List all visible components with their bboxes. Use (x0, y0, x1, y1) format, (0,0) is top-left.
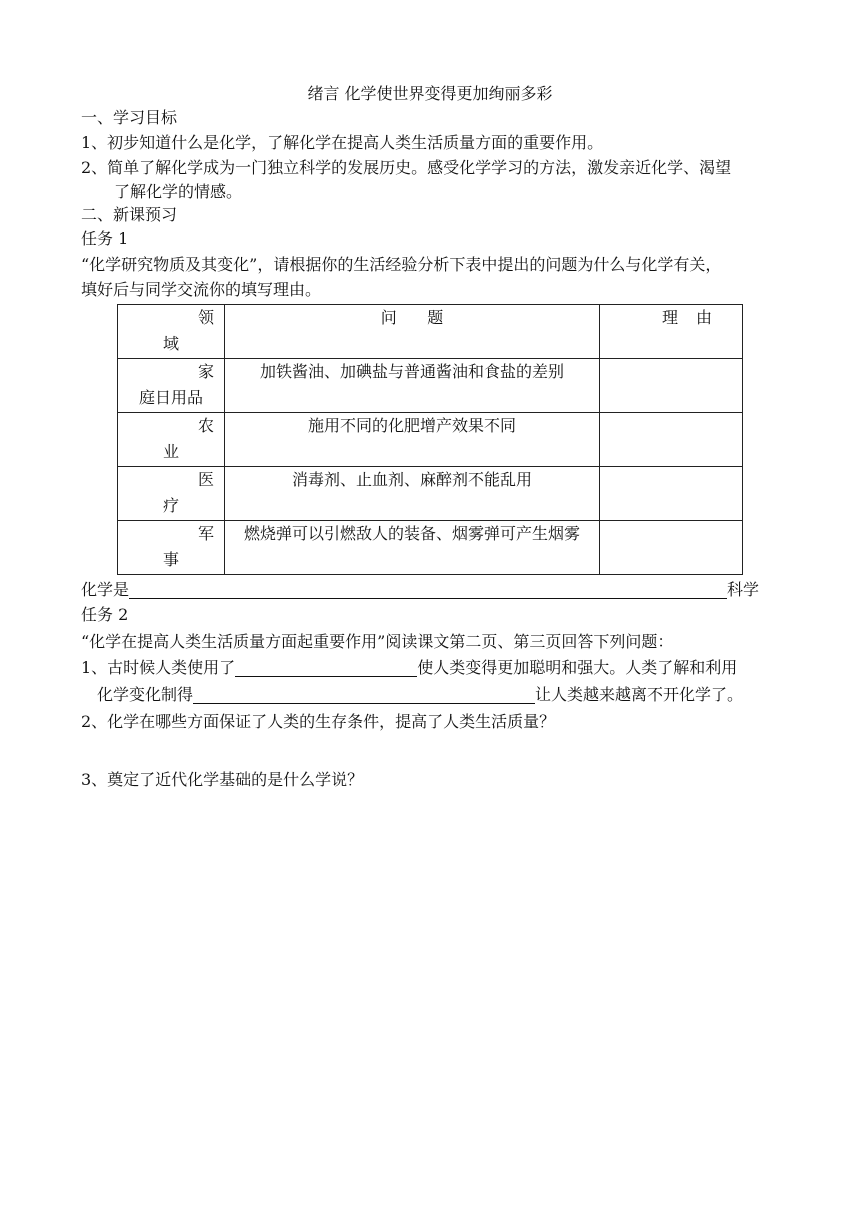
table-row (118, 359, 743, 413)
header-field-char2: 域 (162, 334, 179, 353)
definition-suffix: 科学 (727, 580, 760, 599)
header-field-char1: 领 (197, 308, 214, 327)
row-question: 消毒剂、止血剂、麻醉剂不能乱用 (225, 467, 600, 521)
row-question: 燃烧弹可以引燃敌人的装备、烟雾弹可产生烟雾 (225, 521, 600, 575)
table-header-row (118, 305, 743, 359)
task1-label: 任务 1 (81, 229, 129, 248)
header-reason: 理由 (661, 308, 730, 327)
q1-line2-prefix: 化学变化制得 (97, 685, 194, 704)
row-reason-answer-cell[interactable] (600, 413, 743, 467)
row-field-char2: 庭日用品 (138, 388, 203, 407)
section2-heading: 二、新课预习 (81, 205, 178, 224)
task2-label: 任务 2 (81, 605, 129, 624)
table-row (118, 521, 743, 575)
chemistry-fields-table (117, 304, 743, 575)
row-field-char1: 农 (197, 416, 214, 435)
row-field-char2: 疗 (162, 496, 179, 515)
q1-blank-1[interactable] (235, 658, 417, 677)
question-2: 2、化学在哪些方面保证了人类的生存条件，提高了人类生活质量？ (81, 712, 556, 731)
page-title: 绪言 化学使世界变得更加绚丽多彩 (307, 84, 553, 103)
row-field-char1: 医 (197, 470, 214, 489)
objective-2-line1: 2、简单了解化学成为一门独立科学的发展历史。感受化学学习的方法，激发亲近化学、渴望 (81, 158, 732, 177)
objective-2-line2: 了解化学的情感。 (114, 182, 243, 201)
row-question: 施用不同的化肥增产效果不同 (225, 413, 600, 467)
row-reason-answer-cell[interactable] (600, 467, 743, 521)
task1-instruction-line2: 填好后与同学交流你的填写理由。 (81, 280, 322, 299)
row-field-char2: 事 (162, 550, 179, 569)
section1-heading: 一、学习目标 (81, 108, 178, 127)
q1-prefix: 1、古时候人类使用了 (81, 658, 236, 677)
row-reason-answer-cell[interactable] (600, 521, 743, 575)
row-field-char2: 业 (162, 442, 179, 461)
question-1-line1 (81, 656, 737, 680)
question-3: 3、奠定了近代化学基础的是什么学说？ (81, 770, 364, 789)
row-reason-answer-cell[interactable] (600, 359, 743, 413)
definition-line (81, 578, 759, 602)
objective-1: 1、初步知道什么是化学，了解化学在提高人类生活质量方面的重要作用。 (81, 133, 604, 152)
row-field-char1: 军 (197, 524, 214, 543)
q1-blank-2[interactable] (193, 685, 535, 704)
q1-middle: 使人类变得更加聪明和强大。人类了解和利用 (417, 658, 738, 677)
table-row (118, 413, 743, 467)
row-question: 加铁酱油、加碘盐与普通酱油和食盐的差别 (225, 359, 600, 413)
task1-instruction-line1: “化学研究物质及其变化”，请根据你的生活经验分析下表中提出的问题为什么与化学有关， (81, 255, 722, 274)
header-question: 问 题 (225, 305, 600, 359)
row-field-char1: 家 (197, 362, 214, 381)
q1-line2-suffix: 让人类越来越离不开化学了。 (535, 685, 744, 704)
definition-prefix: 化学是 (81, 580, 130, 599)
table-row (118, 467, 743, 521)
task2-intro: “化学在提高人类生活质量方面起重要作用”阅读课文第二页、第三页回答下列问题： (81, 632, 674, 651)
definition-blank[interactable] (129, 580, 727, 599)
question-1-line2 (97, 683, 743, 707)
